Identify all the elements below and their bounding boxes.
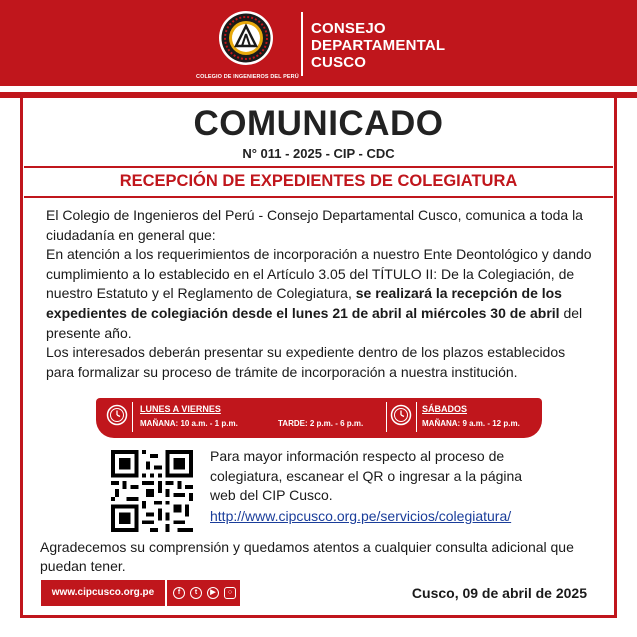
- header-divider: [301, 12, 303, 76]
- weekdays-afternoon: TARDE: 2 p.m. - 6 p.m.: [278, 419, 364, 428]
- thanks-text: Agradecemos su comprensión y quedamos atentos a cualquier consulta adicional que puedan tener.: [40, 539, 574, 574]
- divider-top: [24, 166, 613, 168]
- schedule-bar: [96, 398, 542, 438]
- page-title: COMUNICADO: [193, 104, 444, 143]
- section-title: RECEPCIÓN DE EXPEDIENTES DE COLEGIATURA: [119, 172, 518, 190]
- body-text: [46, 206, 596, 382]
- weekdays-morning: MAÑANA: 10 a.m. - 1 p.m.: [140, 419, 238, 428]
- website-badge[interactable]: www.cipcusco.org.pe: [41, 580, 165, 606]
- youtube-icon[interactable]: ▶: [207, 587, 219, 599]
- header-title-line1: CONSEJO: [311, 20, 386, 37]
- date-text: Cusco, 09 de abril de 2025: [411, 585, 587, 601]
- divider-bottom: [24, 196, 613, 198]
- twitter-icon[interactable]: t: [190, 587, 202, 599]
- schedule-divider-mid: [386, 402, 387, 432]
- paragraph-intro: El Colegio de Ingenieros del Perú - Consejo Departamental Cusco, comunica a toda la ciudadanía en general que:: [46, 207, 583, 243]
- cip-logo-block: [196, 8, 299, 84]
- paragraph-main-bold: se realizará la recepción de los expedientes de colegiación desde el lunes 21 de abril al miércoles 30 de abril: [46, 285, 562, 321]
- header-title: [311, 20, 445, 71]
- paragraph-main-start: En atención a los requerimientos de incorporación a nuestro Ente Deontológico y dando cumplimiento a lo establecido en el Artículo 3.05 del TÍTULO II: De la Colegiación, de nuestro Estatuto y el Reglamento de Colegiatura,: [46, 246, 592, 302]
- colegiatura-link[interactable]: http://www.cipcusco.org.pe/servicios/colegiatura/: [210, 508, 512, 524]
- document-number: N° 011 - 2025 - CIP - CDC: [242, 146, 395, 161]
- saturday-morning: MAÑANA: 9 a.m. - 12 p.m.: [422, 419, 520, 428]
- paragraph-main-end: del presente año.: [46, 304, 583, 341]
- header-title-line3: CUSCO: [311, 54, 367, 71]
- paragraph-main: [46, 245, 596, 343]
- saturday-label: SÁBADOS: [422, 404, 468, 414]
- social-icons: [167, 580, 240, 606]
- header-title-line2: DEPARTAMENTAL: [311, 37, 446, 54]
- paragraph-closing: Los interesados deberán presentar su expediente dentro de los plazos establecidos para formalizar su proceso de trámite de incorporación a nuestra institución.: [46, 344, 566, 380]
- clock-icon: [106, 404, 128, 426]
- instagram-icon[interactable]: ○: [224, 587, 236, 599]
- cip-logo: [218, 10, 274, 66]
- weekdays-label: LUNES A VIERNES: [140, 404, 221, 414]
- facebook-icon[interactable]: f: [173, 587, 185, 599]
- schedule-divider-left: [132, 402, 133, 432]
- header-banner: [0, 0, 637, 86]
- info-text: Para mayor información respecto al proceso de colegiatura, escanear el QR o ingresar a la página web del CIP Cusco.: [210, 448, 523, 503]
- clock-icon: [390, 404, 412, 426]
- schedule-divider-right: [416, 402, 417, 432]
- logo-caption: COLEGIO DE INGENIEROS DEL PERÚ: [196, 74, 299, 80]
- qr-code[interactable]: [111, 450, 193, 532]
